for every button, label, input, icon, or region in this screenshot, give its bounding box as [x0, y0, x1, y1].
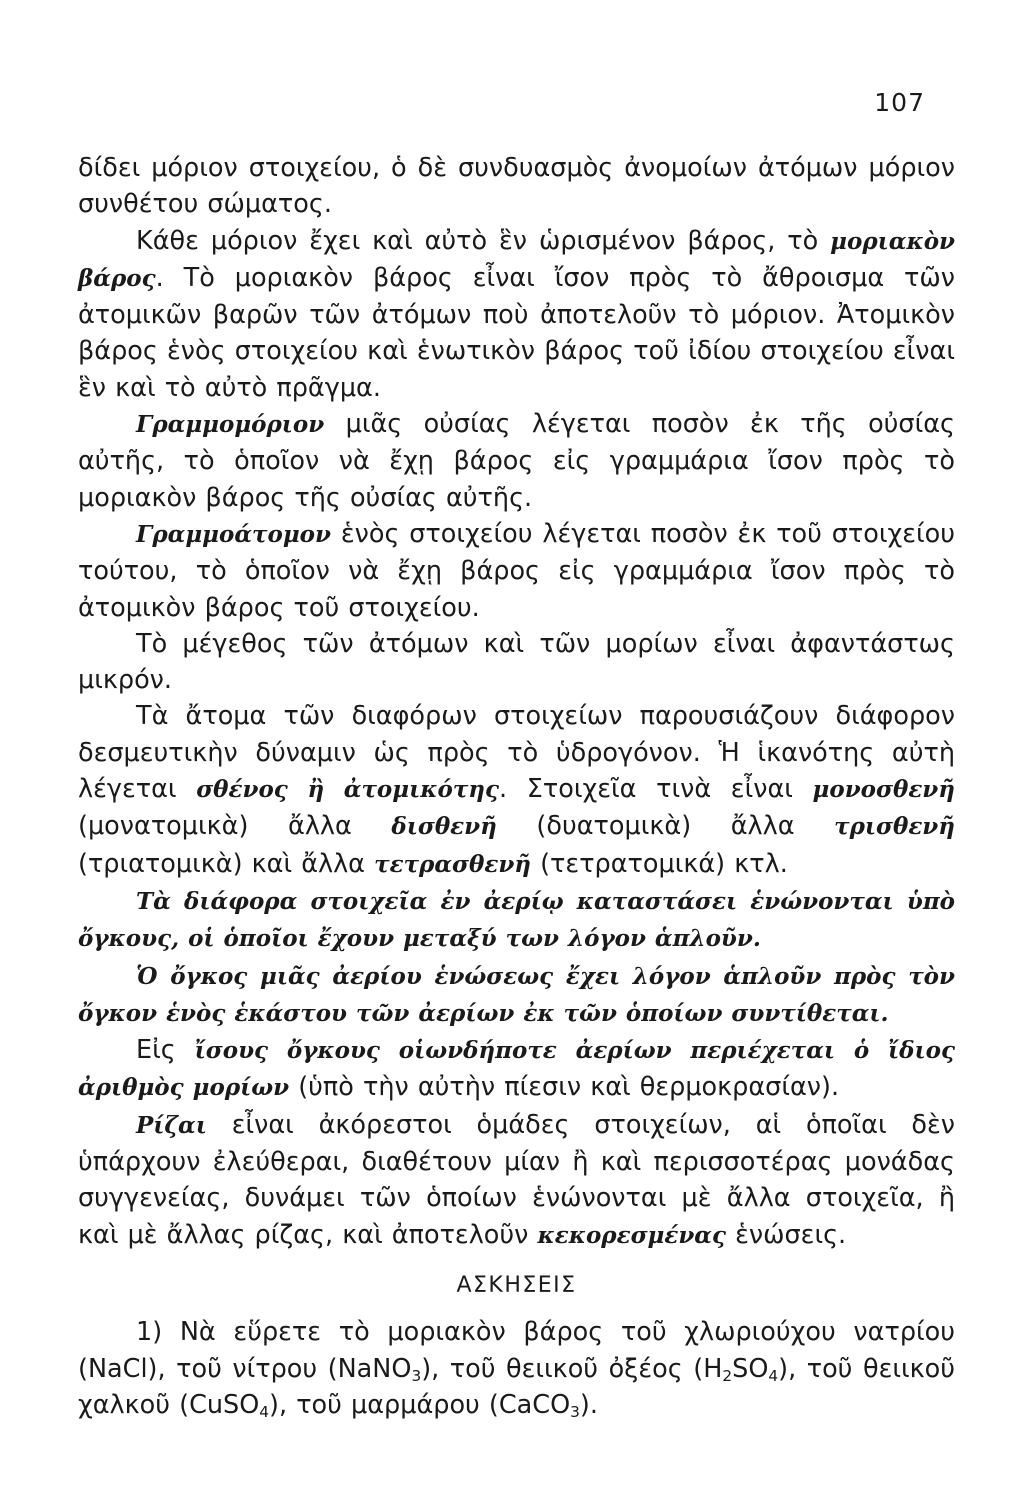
- paragraph: [78, 406, 955, 516]
- exercise-text: 1) Νὰ εὕρετε τὸ μοριακὸν βάρος τοῦ χλωριούχου νατρίου (NaCl), τοῦ νίτρου (NaNO: [78, 1317, 955, 1384]
- exercise-text: SO: [732, 1353, 769, 1384]
- paragraph: [78, 1107, 955, 1254]
- exercises-heading: ΑΣΚΗΣΕΙΣ: [456, 1272, 577, 1298]
- paragraph-text: (δυατομικὰ) ἄλλα: [496, 811, 835, 842]
- paragraph-text: . Τὸ μοριακὸν βάρος εἶναι ἴσον πρὸς τὸ ἄθροισμα τῶν ἀτομικῶν βαρῶν τῶν ἀτόμων ποὺ ἀποτελοῦν τὸ μόριον. Ἀτομικὸν βάρος ἑνὸς στοιχείου καὶ ἑνωτικὸν βάρος τοῦ ἰδίου στοιχείου εἶναι ἓν καὶ τὸ αὐτὸ πρᾶγμα.: [78, 262, 955, 403]
- law-statement: Τὰ διάφορα στοιχεῖα ἐν ἀερίῳ καταστάσει ἑνώνονται ὑπὸ ὄγκους, οἱ ὁποῖοι ἔχουν μεταξύ των λόγον ἁπλοῦν.: [78, 887, 955, 953]
- paragraph-text: Κάθε μόριον ἔχει καὶ αὐτὸ ἓν ὡρισμένον βάρος, τὸ: [136, 225, 831, 256]
- page-number: 107: [874, 88, 925, 117]
- exercise-text: ), τοῦ θειικοῦ χαλκοῦ (CuSO: [78, 1353, 955, 1420]
- paragraph-text: εἶναι ἀκόρεστοι ὁμάδες στοιχείων, αἱ ὁποῖαι δὲν ὑπάρχουν ἐλεύθεραι, διαθέτουν μίαν ἢ καὶ περισσοτέρας μονάδας συγγενείας, δυνάμει τῶν ὁποίων ἑνώνονται μὲ ἄλλα στοιχεῖα, ἢ καὶ μὲ ἄλλας ρίζας, καὶ ἀποτελοῦν: [78, 1109, 955, 1250]
- subscript: 2: [722, 1366, 733, 1385]
- paragraph: [78, 150, 955, 223]
- exercise-text: ), τοῦ μαρμάρου (CaCO: [269, 1389, 571, 1420]
- paragraph: [78, 626, 955, 699]
- avogadro-law: ἴσους ὄγκους οἱωνδήποτε ἀερίων περιέχεται ὁ ἴδιος ἀριθμὸς μορίων: [78, 1037, 955, 1102]
- subscript: 4: [259, 1402, 270, 1421]
- term-divalent: δισθενῆ: [391, 813, 497, 841]
- paragraph: [78, 883, 955, 958]
- term-saturated: κεκορεσμένας: [537, 1221, 727, 1249]
- subscript: 4: [768, 1366, 779, 1385]
- paragraph-text: . Στοιχεῖα τινὰ εἶναι: [499, 774, 813, 805]
- term-gram-atom: Γραμμοάτομον: [136, 520, 331, 548]
- term-trivalent: τρισθενῆ: [834, 813, 955, 841]
- paragraph-text: (τριατομικὰ) καὶ ἄλλα: [78, 848, 375, 879]
- term-monovalent: μονοσθενῆ: [812, 776, 955, 804]
- exercise-text: ), τοῦ θειικοῦ ὀξέος (H: [421, 1353, 723, 1384]
- paragraph-text: [288, 774, 308, 804]
- paragraph: [78, 1032, 955, 1107]
- paragraph-text: δίδει μόριον στοιχείου, ὁ δὲ συνδυασμὸς ἀνομοίων ἀτόμων μόριον συνθέτου σώματος.: [78, 153, 955, 220]
- paragraph-text: (μονατομικὰ) ἄλλα: [78, 811, 392, 842]
- subscript: 3: [570, 1402, 580, 1421]
- term-atomicity: ἢ ἀτομικότης: [307, 776, 500, 804]
- paragraph-text: ἑνώσεις.: [726, 1219, 847, 1250]
- paragraph: [78, 698, 955, 882]
- exercise-text: ).: [579, 1389, 598, 1420]
- term-molecular-weight: μοριακὸν βάρος: [78, 227, 955, 292]
- term-valence: σθένος: [196, 776, 288, 804]
- paragraph: [78, 516, 955, 626]
- law-statement: Ὁ ὄγκος μιᾶς ἀερίου ἑνώσεως ἔχει λόγον ἁπλοῦν πρὸς τὸν ὄγκον ἑνὸς ἑκάστου τῶν ἀερίων ἐκ τῶν ὁποίων συντίθεται.: [78, 962, 955, 1027]
- paragraph-text: ἑνὸς στοιχείου λέγεται ποσὸν ἐκ τοῦ στοιχείου τούτου, τὸ ὁποῖον νὰ ἔχῃ βάρος εἰς γραμμάρια ἴσον πρὸς τὸ ἀτομικὸν βάρος τοῦ στοιχείου.: [78, 518, 955, 623]
- paragraph-text: (τετρατομικά) κτλ.: [531, 848, 788, 879]
- paragraph-text: Εἰς: [136, 1035, 195, 1066]
- term-gram-molecule: Γραμμομόριον: [136, 411, 325, 439]
- paragraph: [78, 223, 955, 406]
- paragraph-text: μιᾶς οὐσίας λέγεται ποσὸν ἐκ τῆς οὐσίας αὐτῆς, τὸ ὁποῖον νὰ ἔχῃ βάρος εἰς γραμμάρια ἴσον πρὸς τὸ μοριακὸν βάρος τῆς οὐσίας αὐτῆς.: [78, 409, 955, 513]
- exercise-item: [78, 1314, 955, 1423]
- term-tetravalent: τετρασθενῆ: [374, 850, 531, 878]
- paragraph-text: (ὑπὸ τὴν αὐτὴν πίεσιν καὶ θερμοκρασίαν).: [289, 1072, 840, 1103]
- paragraph-text: Τὰ ἄτομα τῶν διαφόρων στοιχείων παρουσιάζουν διάφορον δεσμευτικὴν δύναμιν ὡς πρὸς τὸ ὑδρογόνον. Ἡ ἱκανότης αὐτὴ λέγεται: [78, 701, 955, 805]
- paragraph-text: Τὸ μέγεθος τῶν ἀτόμων καὶ τῶν μορίων εἶναι ἀφαντάστως μικρόν.: [78, 628, 955, 696]
- paragraph: [78, 958, 955, 1033]
- subscript: 3: [411, 1366, 422, 1385]
- term-radicals: Ρίζαι: [136, 1111, 207, 1139]
- body-text: [78, 150, 955, 1423]
